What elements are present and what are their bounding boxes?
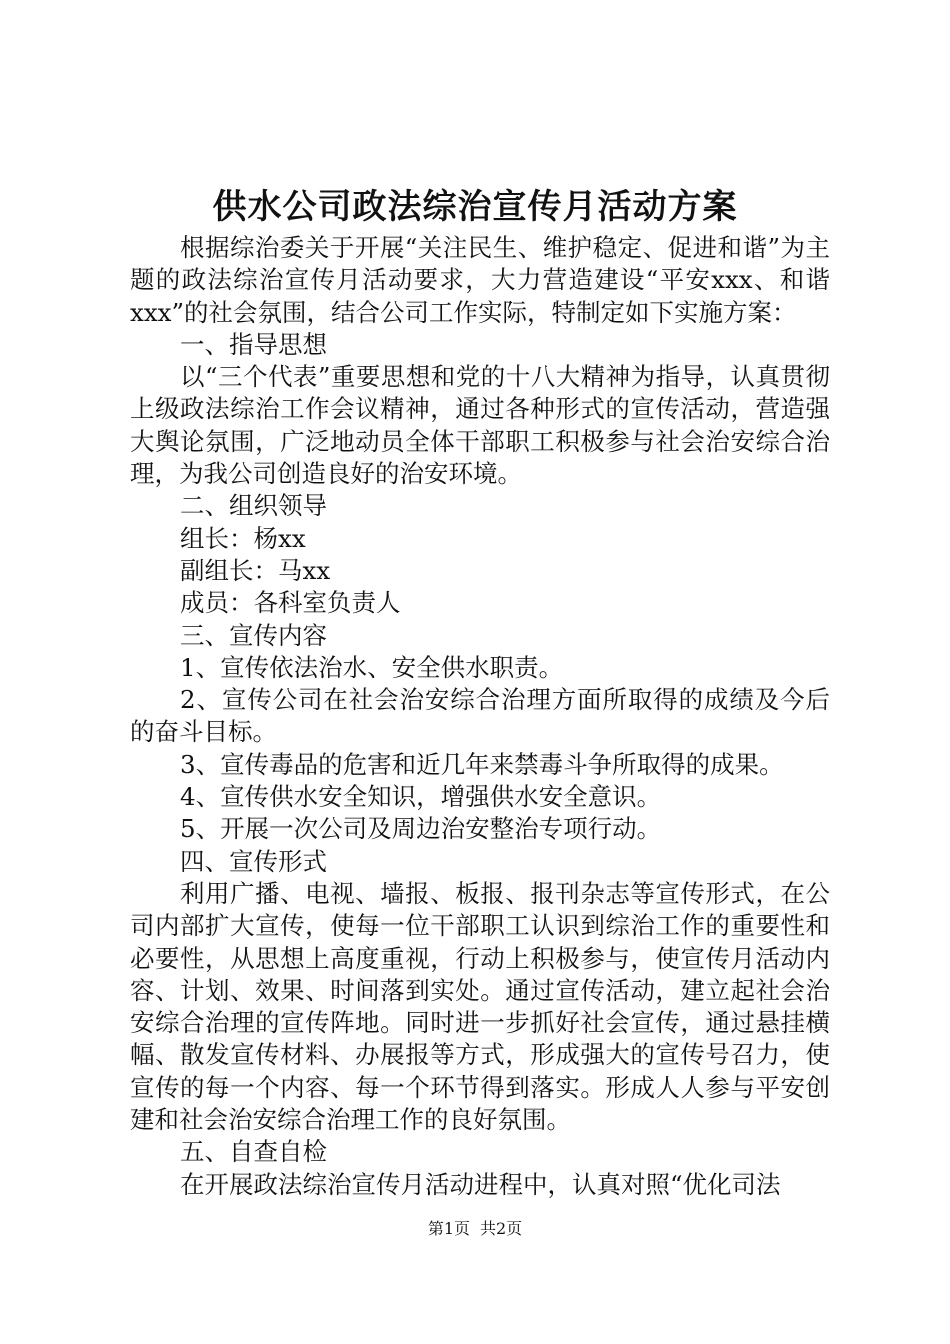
self-check-paragraph: 在开展政法综治宣传月活动进程中，认真对照“优化司法 — [180, 1169, 781, 1199]
content-item-3: 3、宣传毒品的危害和近几年来禁毒斗争所取得的成果。 — [180, 749, 784, 779]
intro-paragraph: 根据综治委关于开展“关注民生、维护稳定、促进和谐”为主题的政法综治宣传月活动要求，大力营造建设“平安xxx、和谐xxx”的社会氛围，结合公司工作实际，特制定如下实施方案： — [130, 233, 830, 327]
page-total: 共2页 — [480, 1219, 523, 1238]
content-item-1: 1、宣传依法治水、安全供水职责。 — [180, 652, 564, 682]
members-line: 成员：各科室负责人 — [180, 588, 401, 618]
section-heading-forms: 四、宣传形式 — [180, 846, 327, 876]
content-item-2: 2、宣传公司在社会治安综合治理方面所取得的成绩及今后的奋斗目标。 — [130, 685, 830, 747]
section-heading-guiding-ideology: 一、指导思想 — [180, 329, 327, 359]
content-item-4: 4、宣传供水安全知识，增强供水安全意识。 — [180, 782, 662, 812]
forms-paragraph: 利用广播、电视、墙报、板报、报刊杂志等宣传形式，在公司内部扩大宣传，使每一位干部职工认识到综治工作的重要性和必要性，从思想上高度重视，行动上积极参与，使宣传月活动内容、计划、效果、时间落到实处。通过宣传活动，建立起社会治安综合治理的宣传阵地。同时进一步抓好社会宣传，通过悬挂横幅、散发宣传材料、办展报等方式，形成强大的宣传号召力，使宣传的每一个内容、每一个环节得到落实。形成人人参与平安创建和社会治安综合治理工作的良好氛围。 — [130, 878, 830, 1135]
page-number: 第1页 — [427, 1219, 470, 1238]
page-footer — [0, 1218, 950, 1240]
section-heading-content: 三、宣传内容 — [180, 620, 327, 650]
guiding-ideology-paragraph: 以“三个代表”重要思想和党的十八大精神为指导，认真贯彻上级政法综治工作会议精神，通过各种形式的宣传活动，营造强大舆论氛围，广泛地动员全体干部职工积极参与社会治安综合治理，为我公司创造良好的治安环境。 — [130, 362, 830, 489]
section-heading-self-check: 五、自查自检 — [180, 1137, 327, 1167]
document-body — [130, 232, 830, 1201]
document-title: 供水公司政法综治宣传月活动方案 — [212, 187, 738, 227]
deputy-leader-line: 副组长：马xx — [180, 555, 331, 585]
section-heading-organization: 二、组织领导 — [180, 491, 327, 521]
content-item-5: 5、开展一次公司及周边治安整治专项行动。 — [180, 814, 662, 844]
team-leader-line: 组长：杨xx — [180, 523, 306, 553]
